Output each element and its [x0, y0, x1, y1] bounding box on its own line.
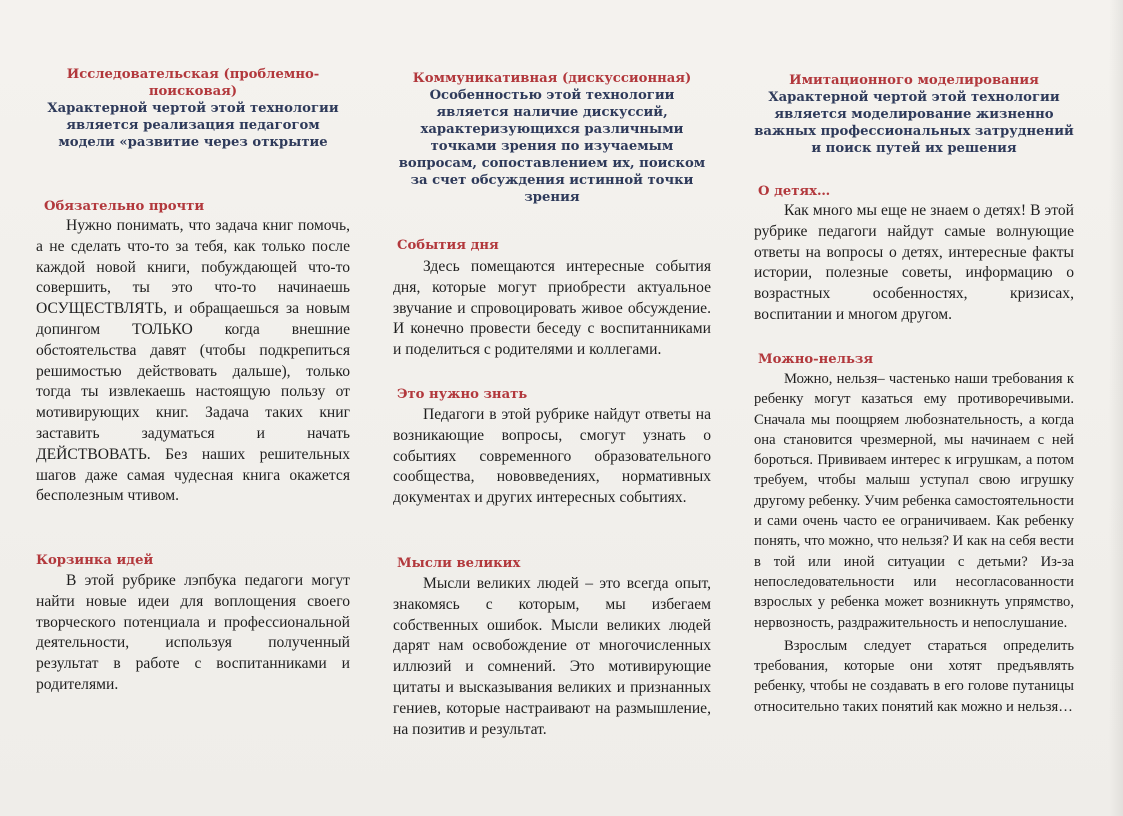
col1-section-text-1: [36, 216, 350, 507]
col3-paragraph-1: Как много мы еще не знаем о детях! В этой рубрике педагоги найдут самые волнующие ответы на вопросы о детях, интересные факты истории, полезные советы, информацию о возрастных особенностях, кризисах, воспитании и многом другом.: [754, 202, 1074, 323]
col2-paragraph-3: Мысли великих людей – это всегда опыт, знакомясь с которым, мы избегаем собственных ошибок. Мысли великих людей дарят нам освобождение от многочисленных иллюзий и сомнений. Это мотивирующие цитаты и высказывания великих и признанных гениев, которые настраивают на размышление, на позитив и результат.: [393, 575, 711, 738]
col3-section-text-1: [754, 201, 1074, 326]
col3-heading: [754, 72, 1074, 157]
col1-heading-red: Исследовательская (проблемно-поисковая): [66, 67, 320, 99]
col2-section-title-3: Мысли великих: [397, 556, 521, 571]
col3-paragraph-3: Взрослым следует стараться определить требования, которые они хотят предъявлять ребенку, чтобы не создавать в его голове путаницы относительно таких понятий как можно и нельзя…: [754, 637, 1074, 715]
col2-section-text-3: [393, 574, 711, 740]
col2-section-text-1: [393, 257, 711, 361]
col3-paragraph-2: Можно, нельзя– частенько наши требования к ребенку могут казаться ему противоречивыми. Сначала мы поощряем любознательность, а когда она становится чрезмерной, мы начинаем с ней бороться. Прививаем интерес к игрушкам, а потом требуем, чтобы малыш уступал свою игрушку другому ребенку. Учим ребенка самостоятельности и сами очень часто ее ограничиваем. Как ребенку понять, что можно, что нельзя? И как на себя вести в той или иной ситуации с детьми? Из-за непоследовательности или несогласованности взрослых у ребенка может возникнуть упрямство, нервозность, раздражительность и непослушание.: [754, 371, 1074, 631]
col2-section-text-2: [393, 405, 711, 509]
col3-section-text-2: [754, 369, 1074, 717]
col3-heading-red: Имитационного моделирования: [789, 73, 1039, 88]
col1-section-title-1: Обязательно прочти: [44, 199, 205, 214]
col2-paragraph-2: Педагоги в этой рубрике найдут ответы на возникающие вопросы, смогут узнать о событиях современного образовательного сообщества, нововведениях, нормативных документах и других интересных событиях.: [393, 406, 711, 507]
col1-heading: [36, 66, 350, 151]
col1-section-title-2: Корзинка идей: [36, 553, 154, 568]
col3-heading-blue: Характерной чертой этой технологии является моделирование жизненно важных профессиональных затруднений и поиск путей их решения: [754, 90, 1074, 156]
col2-section-title-2: Это нужно знать: [397, 387, 528, 402]
col2-section-title-1: События дня: [397, 238, 499, 253]
col3-section-title-2: Можно-нельзя: [758, 352, 874, 367]
page-edge-shadow: [1109, 0, 1123, 816]
col3-section-title-1: О детях…: [758, 184, 831, 199]
col1-heading-blue: Характерной чертой этой технологии является реализация педагогом модели «развитие через открытие: [47, 101, 339, 150]
col2-heading-red: Коммуникативная (дискуссионная): [412, 71, 692, 86]
col2-heading-blue: Особенностью этой технологии является наличие дискуссий, характеризующихся различными точками зрения по изучаемым вопросам, сопоставлением их, поиском за счет обсуждения истинной точки зрения: [398, 88, 706, 205]
col1-paragraph-2: В этой рубрике лэпбука педагоги могут найти новые идеи для воплощения своего творческого потенциала и профессиональной деятельности, используя полученный результат в работе с воспитанниками и родителями.: [36, 572, 350, 693]
col1-paragraph-1: Нужно понимать, что задача книг помочь, а не сделать что-то за тебя, как только после каждой новой книги, побуждающей что-то совершить, ты это что-то начинаешь ОСУЩЕСТВЛЯТЬ, и обращаешься за новым допингом ТОЛЬКО когда внешние обстоятельства давят (чтобы подкрепиться решимостью действовать дальше), только тогда ты извлекаешь настоящую пользу от мотивирующих книг. Задача таких книг заставить задуматься и начать ДЕЙСТВОВАТЬ. Без наших решительных шагов даже самая чудесная книга окажется бесполезным чтивом.: [36, 217, 350, 505]
col2-paragraph-1: Здесь помещаются интересные события дня, которые могут приобрести актуальное звучание и спровоцировать живое обсуждение. И конечно провести беседу с воспитанниками и поделиться с родителями и коллегами.: [393, 258, 711, 359]
col2-heading: [393, 70, 711, 206]
col1-section-text-2: [36, 571, 350, 696]
